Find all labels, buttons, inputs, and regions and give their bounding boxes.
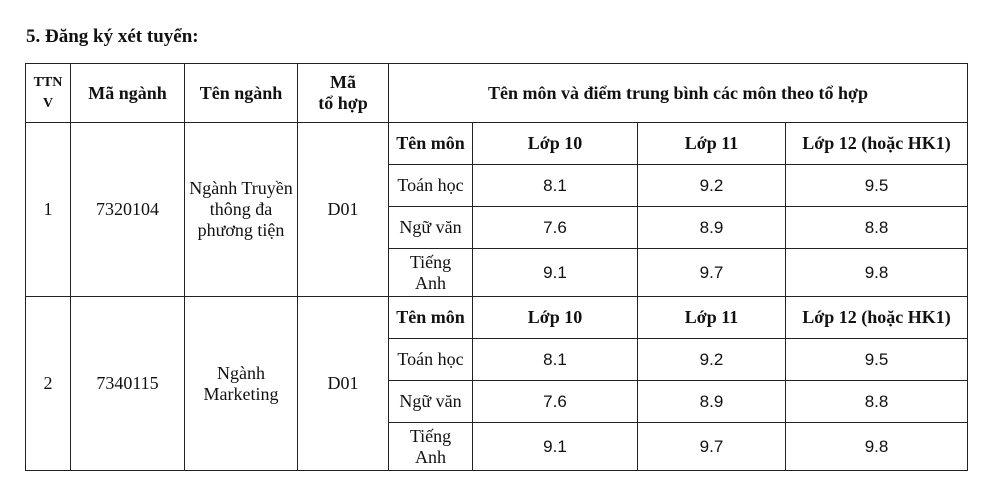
score-lop10: 7.6 xyxy=(473,207,638,249)
header-mon-diem: Tên môn và điểm trung bình các môn theo tổ hợp xyxy=(389,64,968,123)
score-lop11: 9.2 xyxy=(638,165,786,207)
subject-name: Ngữ văn xyxy=(389,381,473,423)
table-row xyxy=(26,123,968,165)
subject-name: Tiếng Anh xyxy=(389,249,473,297)
header-ma-to-hop-line1: Mã xyxy=(330,72,356,92)
row-ten-nganh: Ngành Marketing xyxy=(185,297,298,471)
header-ma-to-hop-line2: tổ hợp xyxy=(318,93,368,113)
section-title: 5. Đăng ký xét tuyển: xyxy=(26,26,199,47)
subheader-lop-11: Lớp 11 xyxy=(638,297,786,339)
row-ma-nganh: 7340115 xyxy=(71,297,185,471)
subheader-ten-mon: Tên môn xyxy=(389,297,473,339)
subheader-lop-10: Lớp 10 xyxy=(473,297,638,339)
score-lop11: 9.2 xyxy=(638,339,786,381)
score-lop10: 8.1 xyxy=(473,339,638,381)
subject-name: Toán học xyxy=(389,339,473,381)
score-lop10: 9.1 xyxy=(473,249,638,297)
table-header-row xyxy=(26,64,968,123)
subject-name: Tiếng Anh xyxy=(389,423,473,471)
score-lop12: 9.5 xyxy=(786,165,968,207)
subheader-ten-mon: Tên môn xyxy=(389,123,473,165)
registration-table xyxy=(25,63,968,471)
score-lop11: 9.7 xyxy=(638,249,786,297)
score-lop11: 8.9 xyxy=(638,207,786,249)
score-lop12: 9.8 xyxy=(786,423,968,471)
score-lop10: 7.6 xyxy=(473,381,638,423)
row-ten-nganh: Ngành Truyền thông đa phương tiện xyxy=(185,123,298,297)
subheader-lop-10: Lớp 10 xyxy=(473,123,638,165)
row-stt: 2 xyxy=(26,297,71,471)
row-ma-to-hop: D01 xyxy=(298,123,389,297)
header-ma-nganh: Mã ngành xyxy=(71,64,185,123)
score-lop10: 9.1 xyxy=(473,423,638,471)
row-stt: 1 xyxy=(26,123,71,297)
score-lop12: 9.8 xyxy=(786,249,968,297)
header-ten-nganh: Tên ngành xyxy=(185,64,298,123)
score-lop10: 8.1 xyxy=(473,165,638,207)
subheader-lop-11: Lớp 11 xyxy=(638,123,786,165)
header-ttnv: TTN V xyxy=(26,64,71,123)
table-row xyxy=(26,297,968,339)
subheader-lop-12: Lớp 12 (hoặc HK1) xyxy=(786,297,968,339)
score-lop11: 8.9 xyxy=(638,381,786,423)
score-lop11: 9.7 xyxy=(638,423,786,471)
row-ma-to-hop: D01 xyxy=(298,297,389,471)
score-lop12: 8.8 xyxy=(786,207,968,249)
subheader-lop-12: Lớp 12 (hoặc HK1) xyxy=(786,123,968,165)
subject-name: Ngữ văn xyxy=(389,207,473,249)
score-lop12: 9.5 xyxy=(786,339,968,381)
header-ma-to-hop xyxy=(298,64,389,123)
row-ma-nganh: 7320104 xyxy=(71,123,185,297)
subject-name: Toán học xyxy=(389,165,473,207)
score-lop12: 8.8 xyxy=(786,381,968,423)
